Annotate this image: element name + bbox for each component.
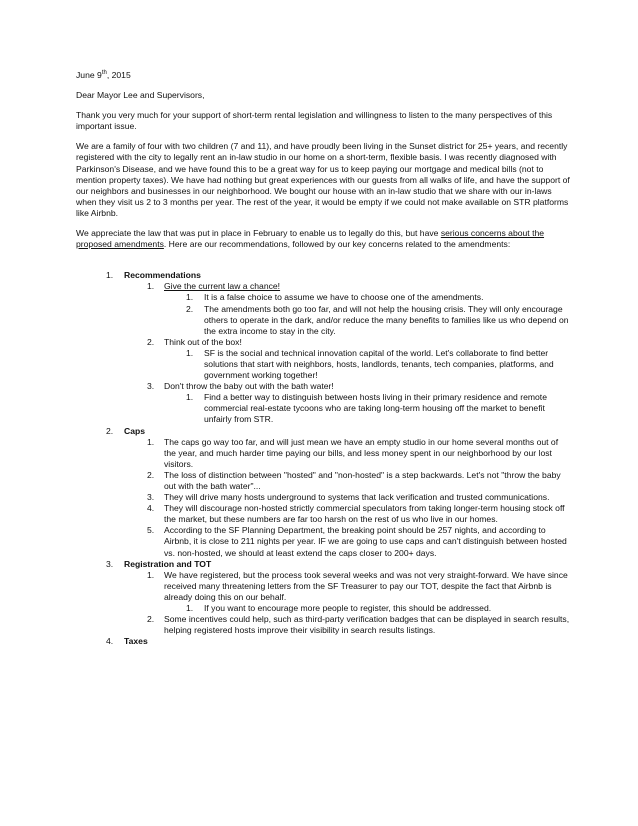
section-title: Recommendations <box>124 270 201 281</box>
list-item: 3. They will drive many hosts underground to systems that lack verification and trusted communications. <box>147 492 550 503</box>
section-caps: 2. Caps <box>106 425 146 436</box>
section-taxes: 4. Taxes <box>106 636 148 647</box>
list-item: 2. The loss of distinction between "hosted" and "non-hosted" is a step backwards. Let's not "throw the baby out with the bath water"... <box>147 469 561 491</box>
section-title: Registration and TOT <box>124 558 212 569</box>
list-item: 5. According to the SF Planning Department, the breaking point should be 257 nights, and according to Airbnb, it is close to 211 nights per year. IF we are going to use caps and can't distinguish between hosted vs. non-hosted, we should at least extend the caps closer to 200+ days. <box>147 525 567 558</box>
list-item: 1. It is a false choice to assume we have to choose one of the amendments. <box>186 292 484 303</box>
list-item: 2. Some incentives could help, such as third-party verification badges that can be displayed in search results, helping registered hosts improve their visibility in search results listings. <box>147 614 570 636</box>
letter-page <box>76 70 572 647</box>
list-item: 1. SF is the social and technical innovation capital of the world. Let's collaborate to find better solutions that start with neighbors, hosts, landlords, tenants, tech companies, platforms, and government working together! <box>186 347 554 381</box>
list-item: 2. Think out of the box! <box>147 336 242 347</box>
list-item: 4. They will discourage non-hosted strictly commercial speculators from taking longer-term housing stock off the market, but these numbers are far too harsh on the rest of us who live in our homes. <box>147 503 565 525</box>
list-item: 1. Find a better way to distinguish between hosts living in their primary residence and remote commercial real-estate tycoons who are taking long-term housing off the market to benefit unfairly from STR. <box>186 392 547 425</box>
concerns-paragraph: We appreciate the law that was put in place in February to enable us to legally do this, but have serious concerns about the proposed amendments. Here are our recommendations, followed by our key concerns related to the amendments: <box>76 228 545 250</box>
family-paragraph: We are a family of four with two children (7 and 11), and have proudly been living in the Sunset district for 25+ years, and recently registered with the city to legally rent an in-law studio in our home on a short-term, flexible basis. I was recently diagnosed with Parkinson's Disease, and we have found this to be a great way for us to keep paying our mortgage and medical bills (not to mention property taxes). We have had nothing but great experiences with our guests from all walks of life, and have the support of our neighbors and businesses in our neighborhood. We bought our house with an in-law studio that we share with our in-laws when they visit us 2 to 3 months per year. The rest of the year, it would be empty if we could not make available on STR platforms like Airbnb. <box>76 141 570 218</box>
list-item: 1. Give the current law a chance! <box>147 281 281 292</box>
section-title: Taxes <box>124 636 148 647</box>
intro-paragraph: Thank you very much for your support of short-term rental legislation and willingness to listen to the many perspectives of this important issue. <box>76 110 553 132</box>
section-registration: 3. Registration and TOT <box>106 558 212 569</box>
list-item: 3. Don't throw the baby out with the bath water! <box>147 381 334 392</box>
letter-date: June 9th, 2015 <box>76 70 131 80</box>
section-title: Caps <box>124 425 146 436</box>
list-item: 1. The caps go way too far, and will just mean we have an empty studio in our home several months out of the year, and much harder time paying our bills, and less money spent in our neighborhood by our lost visitors. <box>147 436 559 469</box>
salutation: Dear Mayor Lee and Supervisors, <box>76 90 205 101</box>
list-item: 1. We have registered, but the process took several weeks and was not very straight-forward. We have since received many threatening letters from the SF Treasurer to pay our TOT, despite the fact that Airbnb is already doing this on our behalf. <box>147 569 568 602</box>
list-item: 2. The amendments both go too far, and will not help the housing crisis. They will only encourage others to operate in the dark, and/or reduce the many benefits to families like us who depend on the extra income to stay in the city. <box>186 303 569 336</box>
list-item: 1. If you want to encourage more people to register, this should be addressed. <box>186 603 492 614</box>
outline-list <box>76 270 572 647</box>
section-recommendations: 1. Recommendations <box>106 270 201 281</box>
